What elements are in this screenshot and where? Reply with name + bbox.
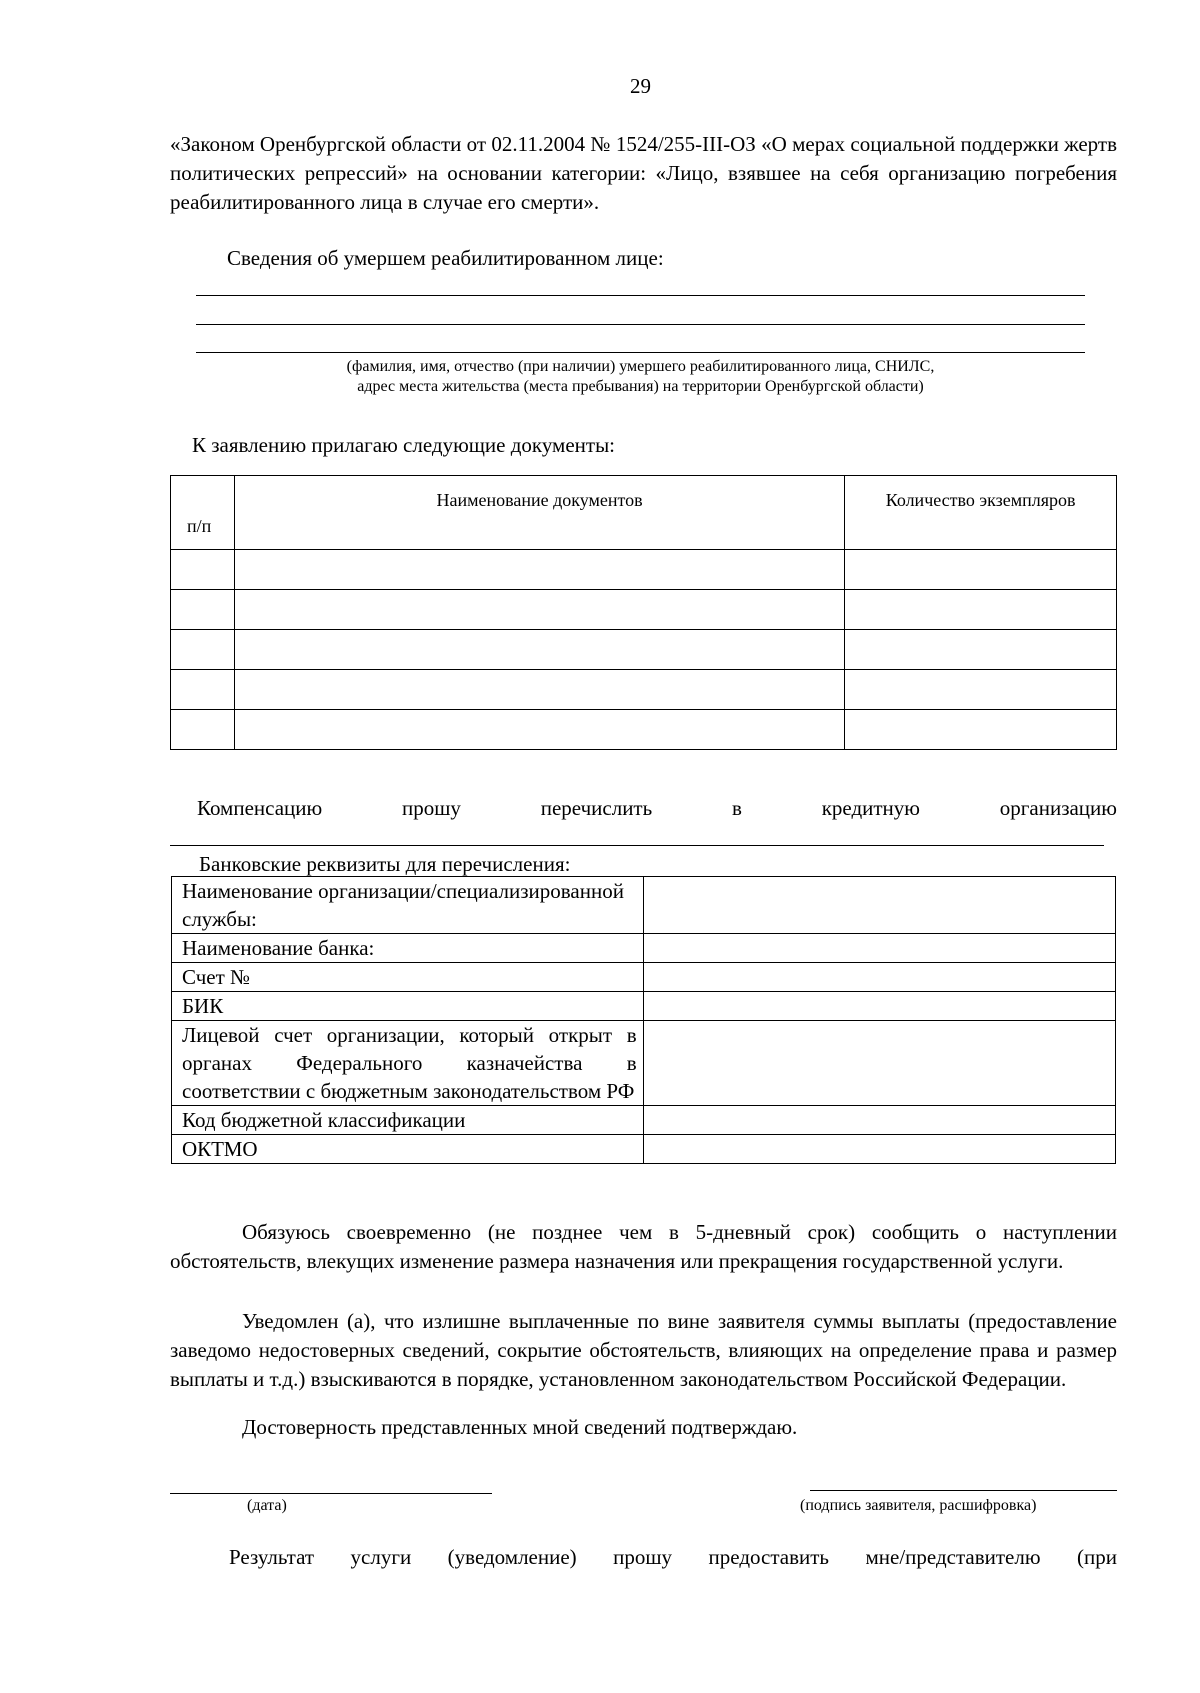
kbk-label: Код бюджетной классификации bbox=[172, 1106, 644, 1135]
account-value[interactable] bbox=[643, 963, 1115, 992]
table-row bbox=[171, 670, 1117, 710]
compensation-word: перечислить bbox=[540, 796, 653, 820]
col-num-header: п/п bbox=[171, 476, 235, 550]
cell-num[interactable] bbox=[171, 590, 235, 630]
bank-row-personal-account bbox=[172, 1021, 1116, 1106]
page-number: 29 bbox=[630, 74, 651, 98]
cell-num[interactable] bbox=[171, 670, 235, 710]
bank-row-account bbox=[172, 963, 1116, 992]
bank-name-value[interactable] bbox=[643, 934, 1115, 963]
date-caption: (дата) bbox=[247, 1497, 287, 1514]
obligation-paragraph: Обязуюсь своевременно (не позднее чем в 5-дневный срок) сообщить о наступлении обстоятельств, влекущих изменение размера назначения или прекращения государственной услуги. bbox=[170, 1220, 1117, 1273]
account-label: Счет № bbox=[172, 963, 644, 992]
cell-count[interactable] bbox=[845, 630, 1117, 670]
table-row bbox=[171, 710, 1117, 750]
cell-count[interactable] bbox=[845, 550, 1117, 590]
documents-table-header bbox=[171, 476, 1117, 550]
compensation-word: в bbox=[731, 796, 742, 820]
personal-account-label: Лицевой счет организации, который открыт в органах Федерального казначейства в соответствии с бюджетным законодательством РФ bbox=[172, 1021, 644, 1106]
deceased-line-3[interactable] bbox=[196, 352, 1085, 353]
col-name-header: Наименование документов bbox=[234, 476, 844, 550]
compensation-line bbox=[197, 794, 1117, 823]
bik-label: БИК bbox=[172, 992, 644, 1021]
org-name-value[interactable] bbox=[643, 877, 1115, 934]
confirm-paragraph: Достоверность представленных мной сведений подтверждаю. bbox=[242, 1415, 798, 1439]
bank-row-bank-name bbox=[172, 934, 1116, 963]
intro-paragraph: «Законом Оренбургской области от 02.11.2004 № 1524/255-III-ОЗ «О мерах социальной поддержки жертв политических репрессий» на основании категории: «Лицо, взявшее на себя организацию погребения реабилитированного лица в случае его смерти». bbox=[170, 132, 1117, 214]
documents-table bbox=[170, 475, 1117, 750]
cell-name[interactable] bbox=[234, 590, 844, 630]
cell-name[interactable] bbox=[234, 550, 844, 590]
bank-row-oktmo bbox=[172, 1135, 1116, 1164]
result-paragraph: Результат услуги (уведомление) прошу предоставить мне/представителю (при bbox=[229, 1545, 1117, 1569]
date-line[interactable] bbox=[170, 1493, 492, 1494]
table-row bbox=[171, 630, 1117, 670]
signature-line[interactable] bbox=[810, 1490, 1117, 1491]
deceased-line-2[interactable] bbox=[196, 324, 1085, 325]
table-row bbox=[171, 590, 1117, 630]
deceased-heading: Сведения об умершем реабилитированном лице: bbox=[227, 246, 664, 270]
table-row bbox=[171, 550, 1117, 590]
cell-name[interactable] bbox=[234, 670, 844, 710]
oktmo-label: ОКТМО bbox=[172, 1135, 644, 1164]
deceased-caption-line-2: адрес места жительства (места пребывания) на территории Оренбургской области) bbox=[357, 378, 924, 395]
cell-num[interactable] bbox=[171, 550, 235, 590]
kbk-value[interactable] bbox=[643, 1106, 1115, 1135]
cell-name[interactable] bbox=[234, 630, 844, 670]
oktmo-value[interactable] bbox=[643, 1135, 1115, 1164]
personal-account-value[interactable] bbox=[643, 1021, 1115, 1106]
bank-name-label: Наименование банка: bbox=[172, 934, 644, 963]
cell-num[interactable] bbox=[171, 710, 235, 750]
bik-value[interactable] bbox=[643, 992, 1115, 1021]
deceased-line-1[interactable] bbox=[196, 295, 1085, 296]
compensation-word: кредитную bbox=[821, 796, 920, 820]
deceased-caption bbox=[196, 357, 1085, 397]
bank-row-org-name bbox=[172, 877, 1116, 934]
deceased-caption-line-1: (фамилия, имя, отчество (при наличии) умершего реабилитированного лица, СНИЛС, bbox=[346, 358, 935, 375]
cell-num[interactable] bbox=[171, 630, 235, 670]
org-name-label: Наименование организации/специализированной службы: bbox=[172, 877, 644, 934]
signature-caption: (подпись заявителя, расшифровка) bbox=[800, 1497, 1037, 1514]
credit-org-line[interactable] bbox=[170, 845, 1104, 846]
notice-paragraph: Уведомлен (а), что излишне выплаченные по вине заявителя суммы выплаты (предоставление заведомо недостоверных сведений, сокрытие обстоятельств, влияющих на определение права и размер выплаты и т.д.) взыскиваются в порядке, установленном законодательством Российской Федерации. bbox=[170, 1309, 1117, 1391]
compensation-word: Компенсацию bbox=[197, 796, 323, 820]
bank-row-bik bbox=[172, 992, 1116, 1021]
col-count-header: Количество экземпляров bbox=[845, 476, 1117, 550]
bank-heading: Банковские реквизиты для перечисления: bbox=[199, 852, 571, 876]
cell-name[interactable] bbox=[234, 710, 844, 750]
compensation-word: организацию bbox=[999, 796, 1117, 820]
cell-count[interactable] bbox=[845, 670, 1117, 710]
documents-heading: К заявлению прилагаю следующие документы: bbox=[192, 433, 616, 457]
cell-count[interactable] bbox=[845, 710, 1117, 750]
bank-row-kbk bbox=[172, 1106, 1116, 1135]
compensation-word: прошу bbox=[402, 796, 461, 820]
cell-count[interactable] bbox=[845, 590, 1117, 630]
bank-details-table bbox=[171, 876, 1116, 1164]
